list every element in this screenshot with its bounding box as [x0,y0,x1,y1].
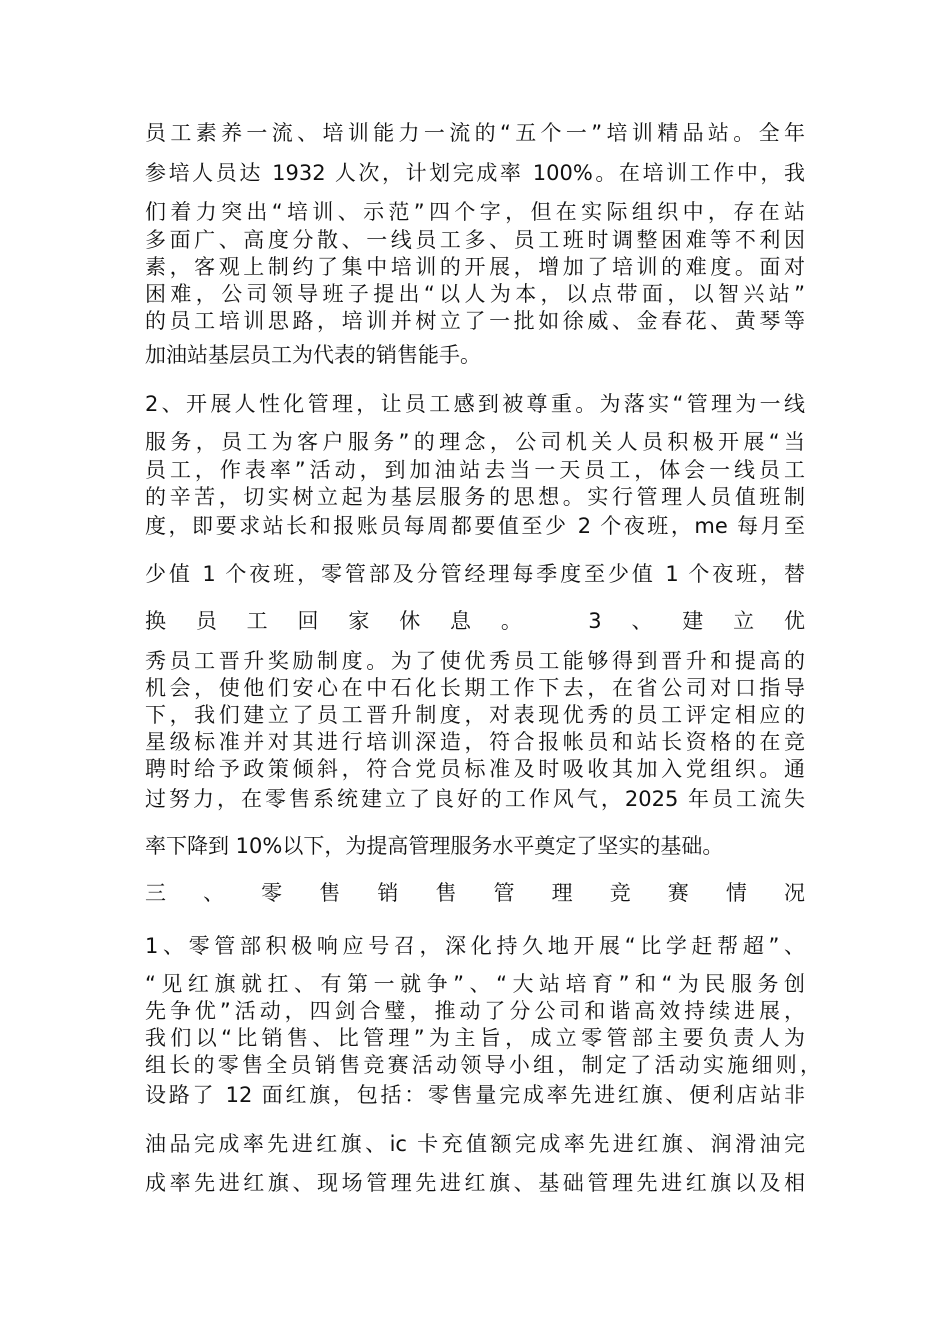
body-text-line: 们着力突出“培训、示范”四个字，但在实际组织中，存在站 [145,200,805,224]
body-text-line: 聘时给予政策倾斜，符合党员标准及时吸收其加入党组织。通 [145,757,805,781]
body-text-line: 的辛苦，切实树立起为基层服务的思想。实行管理人员值班制 [145,485,805,509]
body-text-line: 服务，员工为客户服务”的理念，公司机关人员积极开展“当 [145,430,805,454]
body-text-line: 1、零管部积极响应号召，深化持久地开展“比学赶帮超”、 [145,934,805,958]
body-text-line: 素，客观上制约了集中培训的开展，增加了培训的难度。面对 [145,255,805,279]
body-text-line: 多面广、高度分散、一线员工多、员工班时调整困难等不利因 [145,228,805,252]
body-text-line: 先争优”活动，四剑合璧，推动了分公司和谐高效持续进展， [145,999,805,1023]
body-text-line: 设路了 12 面红旗，包括：零售量完成率先进红旗、便利店站非 [145,1083,805,1107]
body-text-line: “见红旗就扛、有第一就争”、“大站培育”和“为民服务创 [145,972,805,996]
body-text-line: 我们以“比销售、比管理”为主旨，成立零管部主要负责人为 [145,1026,805,1050]
body-text-line: 员工，作表率”活动，到加油站去当一天员工，体会一线员工 [145,458,805,482]
body-text-line: 星级标准并对其进行培训深造，符合报帐员和站长资格的在竞 [145,730,805,754]
body-text-line: 加油站基层员工为代表的销售能手。 [145,343,481,367]
body-text-line: 困难，公司领导班子提出“以人为本，以点带面，以智兴站” [145,282,805,306]
section-heading: 三 、 零 售 销 售 管 理 竞 赛 情 况 [145,881,805,905]
body-text-line: 率下降到 10%以下，为提高管理服务水平奠定了坚实的基础。 [145,834,724,858]
body-text-line: 成率先进红旗、现场管理先进红旗、基础管理先进红旗以及相 [145,1171,805,1195]
body-text-line: 下，我们建立了员工晋升制度，对表现优秀的员工评定相应的 [145,703,805,727]
body-text-line: 组长的零售全员销售竞赛活动领导小组，制定了活动实施细则， [145,1053,821,1077]
body-text-line: 度，即要求站长和报账员每周都要值至少 2 个夜班，me 每月至 [145,514,805,538]
body-text-line: 秀员工晋升奖励制度。为了使优秀员工能够得到晋升和提高的 [145,649,805,673]
body-text-line: 参培人员达 1932 人次，计划完成率 100%。在培训工作中，我 [145,161,805,185]
body-text-line: 2、开展人性化管理，让员工感到被尊重。为落实“管理为一线 [145,392,805,416]
body-text-line: 员工素养一流、培训能力一流的“五个一”培训精品站。全年 [145,121,805,145]
body-text-line: 过努力，在零售系统建立了良好的工作风气，2025 年员工流失 [145,787,805,811]
body-text-line: 的员工培训思路，培训并树立了一批如徐威、金春花、黄琴等 [145,309,805,333]
body-text-line: 换员工回家休息。 3、建立优 [145,609,805,633]
body-text-line: 少值 1 个夜班，零管部及分管经理每季度至少值 1 个夜班，替 [145,562,805,586]
body-text-line: 油品完成率先进红旗、ic 卡充值额完成率先进红旗、润滑油完 [145,1132,805,1156]
body-text-line: 机会，使他们安心在中石化长期工作下去，在省公司对口指导 [145,676,805,700]
